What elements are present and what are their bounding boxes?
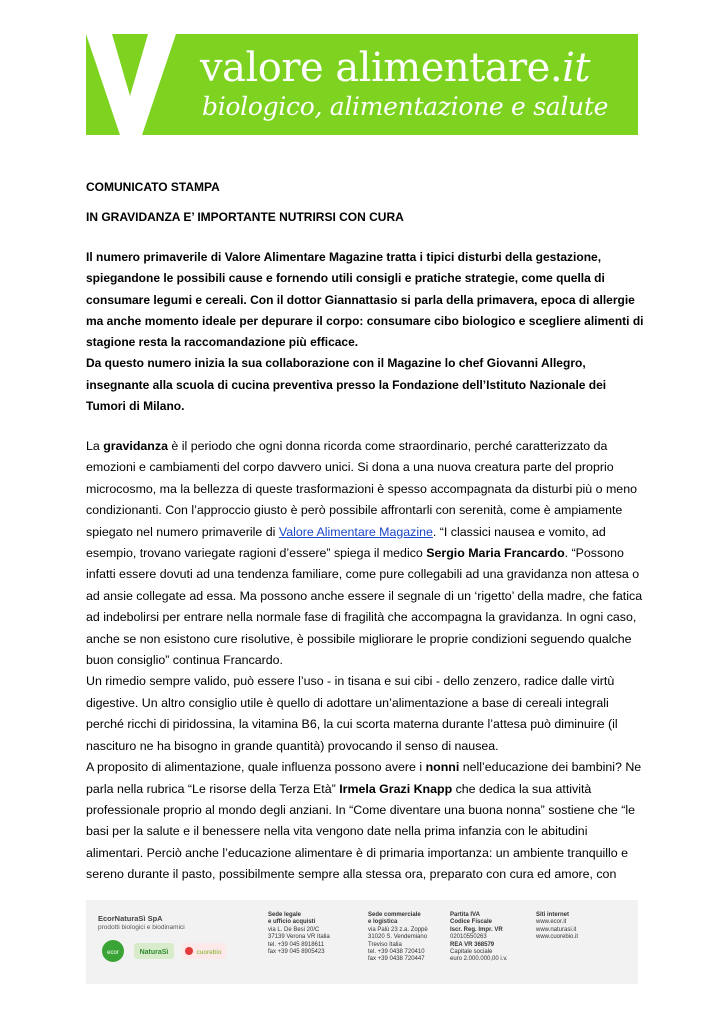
article-body (86, 436, 646, 886)
intro-summary (86, 247, 646, 417)
site-tagline: biologico, alimentazione e salute (202, 92, 609, 121)
footer-websites: Siti internet www.ecor.it www.naturasi.it www.cuorebio.it (536, 912, 579, 941)
header-banner (86, 34, 638, 135)
body-paragraph: Un rimedio sempre valido, può essere l’uso - in tisana e sui cibi - dello zenzero, radice dalle virtù digestive. Un altro consiglio utile è quello di adottare un’alimentazione a base di cereali integrali perché ricchi di piridossina, la vitamina B6, la cui scorta materna durante l’attesa può diminuire (il nascituro ne ha bisogno in grande quantità) provocando il senso di nausea. (86, 674, 618, 753)
intro-paragraph: Il numero primaverile di Valore Alimentare Magazine tratta i tipici disturbi della gestazione, spiegandone le possibili cause e fornendo utili consigli e pratiche strategie, come quella di consumare legumi e cereali. Con il dottor Giannattasio si parla della primavera, epoca di allergie ma anche momento ideale per depurare il corpo: consumare cibo biologico e scegliere alimenti di stagione resta la raccomandazione più efficace. (86, 250, 644, 350)
svg-text:ecor: ecor (107, 950, 119, 956)
company-name: EcorNaturaSì SpA (98, 914, 163, 923)
headline: IN GRAVIDANZA E’ IMPORTANTE NUTRIRSI CON CURA (86, 210, 404, 224)
footer-logistics: Sede commerciale e logistica via Palù 23 z.a. Zoppè 31020 S. Vendemiano Treviso Italia tel. +39 0438 720410 fax +39 0438 720447 (368, 912, 428, 963)
naturasi-logo-icon (134, 940, 174, 962)
v-logo-icon (86, 34, 176, 135)
ecor-logo-icon (100, 940, 126, 962)
svg-text:cuorebio: cuorebio (196, 949, 222, 956)
company-tagline: prodotti biologici e biodinamici (98, 924, 185, 931)
footer-headquarters: Sede legale e ufficio acquisti via L. De Besi 20/C 37139 Verona VR Italia tel. +39 045 8918611 fax +39 045 8905423 (268, 912, 330, 956)
magazine-link[interactable]: Valore Alimentare Magazine (278, 524, 433, 539)
intro-paragraph: Da questo numero inizia la sua collaborazione con il Magazine lo chef Giovanni Allegro, insegnante alla scuola di cucina preventiva presso la Fondazione dell’Istituto Nazionale dei Tumori di Milano. (86, 356, 607, 414)
site-title: valore alimentare.it (200, 45, 590, 91)
press-release-label: COMUNICATO STAMPA (86, 180, 220, 194)
svg-text:NaturaSì: NaturaSì (139, 949, 169, 956)
body-paragraph: A proposito di alimentazione, quale influenza possono avere i nonni nell’educazione dei bambini? Ne parla nella rubrica “Le risorse della Terza Età” Irmela Grazi Knapp che dedica la sua attività professionale proprio al mondo degli anziani. In “Come diventare una buona nonna” sostiene che “le basi per la salute e il benessere nella vita vengono date nella prima infanzia con le abitudini alimentari. Perciò anche l’educazione alimentare è di primaria importanza: un ambiente tranquillo e sereno durante il pasto, possibilmente sempre alla stessa ora, preparato con cura ed amore, con (86, 760, 642, 882)
footer-tax-info: Partita IVA Codice Fiscale Iscr. Reg. Impr. VR 02010550263 REA VR 368579 Capitale sociale euro 2.000.000,00 i.v. (450, 912, 508, 963)
body-paragraph: La gravidanza è il periodo che ogni donna ricorda come straordinario, perché caratterizzato da emozioni e cambiamenti del corpo davvero unici. Si dona a una nuova creatura parte del proprio microcosmo, ma la bellezza di queste trasformazioni è spesso accompagnata da disturbi più o meno condizionanti. Con l’approccio giusto è però possibile affrontarli con serenità, come è ampiamente spiegato nel numero primaverile di Valore Alimentare Magazine. “I classici nausea e vomito, ad esempio, trovano variegate ragioni d’essere” spiega il medico Sergio Maria Francardo. “Possono infatti essere dovuti ad una tendenza familiare, come pure collegabili ad una gravidanza non attesa o ad ansie collegate ad essa. Ma possono anche essere il segnale di un ‘rigetto’ della madre, che fatica ad indebolirsi per entrare nella normale fase di fragilità che accompagna la gravidanza. In ogni caso, anche se non esistono cure risolutive, è possibile migliorare le proprie condizioni seguendo qualche buon consiglio” continua Francardo. (86, 439, 643, 668)
cuorebio-logo-icon (182, 940, 226, 962)
company-footer (86, 900, 638, 984)
